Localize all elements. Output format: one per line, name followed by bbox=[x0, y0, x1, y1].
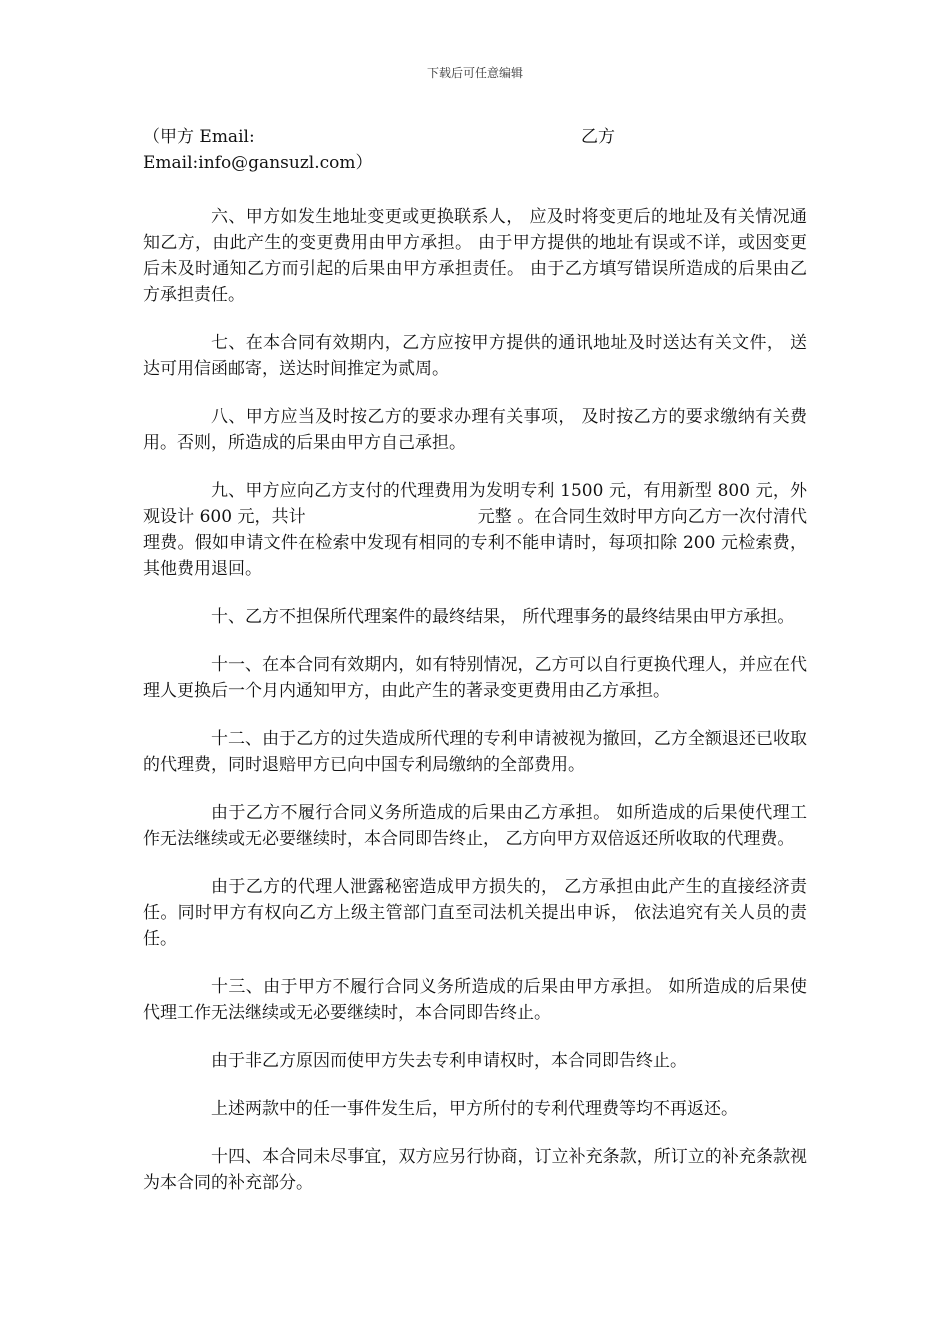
clause-9-part-2: 元整 。在合同生效时甲方向乙方一次付清代理费。假如申请文件在检索中发现有相同的专利不能申请时，每项扣除 200 元检索费，其他费用退回。 bbox=[143, 507, 807, 579]
clause-12: 十二、由于乙方的过失造成所代理的专利申请被视为撤回，乙方全额退还已收取的代理费，同时退赔甲方已向中国专利局缴纳的全部费用。 bbox=[143, 729, 807, 775]
email-block bbox=[143, 124, 807, 176]
clause-7: 七、在本合同有效期内，乙方应按甲方提供的通讯地址及时送达有关文件， 送达可用信函邮寄，送达时间推定为贰周。 bbox=[143, 333, 807, 379]
clause-6: 六、甲方如发生地址变更或更换联系人， 应及时将变更后的地址及有关情况通知乙方，由此产生的变更费用由甲方承担。 由于甲方提供的地址有误或不详，或因变更后未及时通知乙方而引起的后果由甲方承担责任。 由于乙方填写错误所造成的后果由乙方承担责任。 bbox=[143, 207, 807, 305]
clause-12-b: 由于乙方不履行合同义务所造成的后果由乙方承担。 如所造成的后果使代理工作无法继续或无必要继续时，本合同即告终止， 乙方向甲方双倍返还所收取的代理费。 bbox=[143, 803, 807, 849]
clause-9 bbox=[143, 478, 807, 582]
email-line bbox=[143, 124, 807, 150]
clause-13-c: 上述两款中的任一事件发生后，甲方所付的专利代理费等均不再返还。 bbox=[211, 1099, 738, 1119]
clause-11: 十一、在本合同有效期内，如有特别情况，乙方可以自行更换代理人，并应在代理人更换后一个月内通知甲方，由此产生的著录变更费用由乙方承担。 bbox=[143, 655, 807, 701]
clause-12-c: 由于乙方的代理人泄露秘密造成甲方损失的， 乙方承担由此产生的直接经济责任。同时甲方有权向乙方上级主管部门直至司法机关提出申诉， 依法追究有关人员的责任。 bbox=[143, 877, 807, 949]
clause-9-part-1: 九、甲方应向乙方支付的代理费用为发明专利 1500 元，有用新型 800 元，外观设计 600 元，共计 bbox=[143, 481, 807, 527]
clause-10: 十、乙方不担保所代理案件的最终结果， 所代理事务的最终结果由甲方承担。 bbox=[211, 607, 795, 627]
contract-body bbox=[143, 124, 807, 1196]
clause-14: 十四、本合同未尽事宜，双方应另行协商，订立补充条款，所订立的补充条款视为本合同的补充部分。 bbox=[143, 1147, 807, 1193]
clause-13-b: 由于非乙方原因而使甲方失去专利申请权时，本合同即告终止。 bbox=[211, 1051, 687, 1071]
header-note: 下载后可任意编辑 bbox=[426, 66, 523, 80]
clause-13: 十三、由于甲方不履行合同义务所造成的后果由甲方承担。 如所造成的后果使代理工作无法继续或无必要继续时，本合同即告终止。 bbox=[143, 977, 807, 1023]
party-b-label: 乙方 bbox=[581, 127, 615, 147]
party-a-email: （甲方 Email: bbox=[143, 127, 255, 147]
clause-8: 八、甲方应当及时按乙方的要求办理有关事项， 及时按乙方的要求缴纳有关费用。否则，所造成的后果由甲方自己承担。 bbox=[143, 407, 807, 453]
party-b-email: Email:info@gansuzl.com） bbox=[143, 153, 373, 173]
